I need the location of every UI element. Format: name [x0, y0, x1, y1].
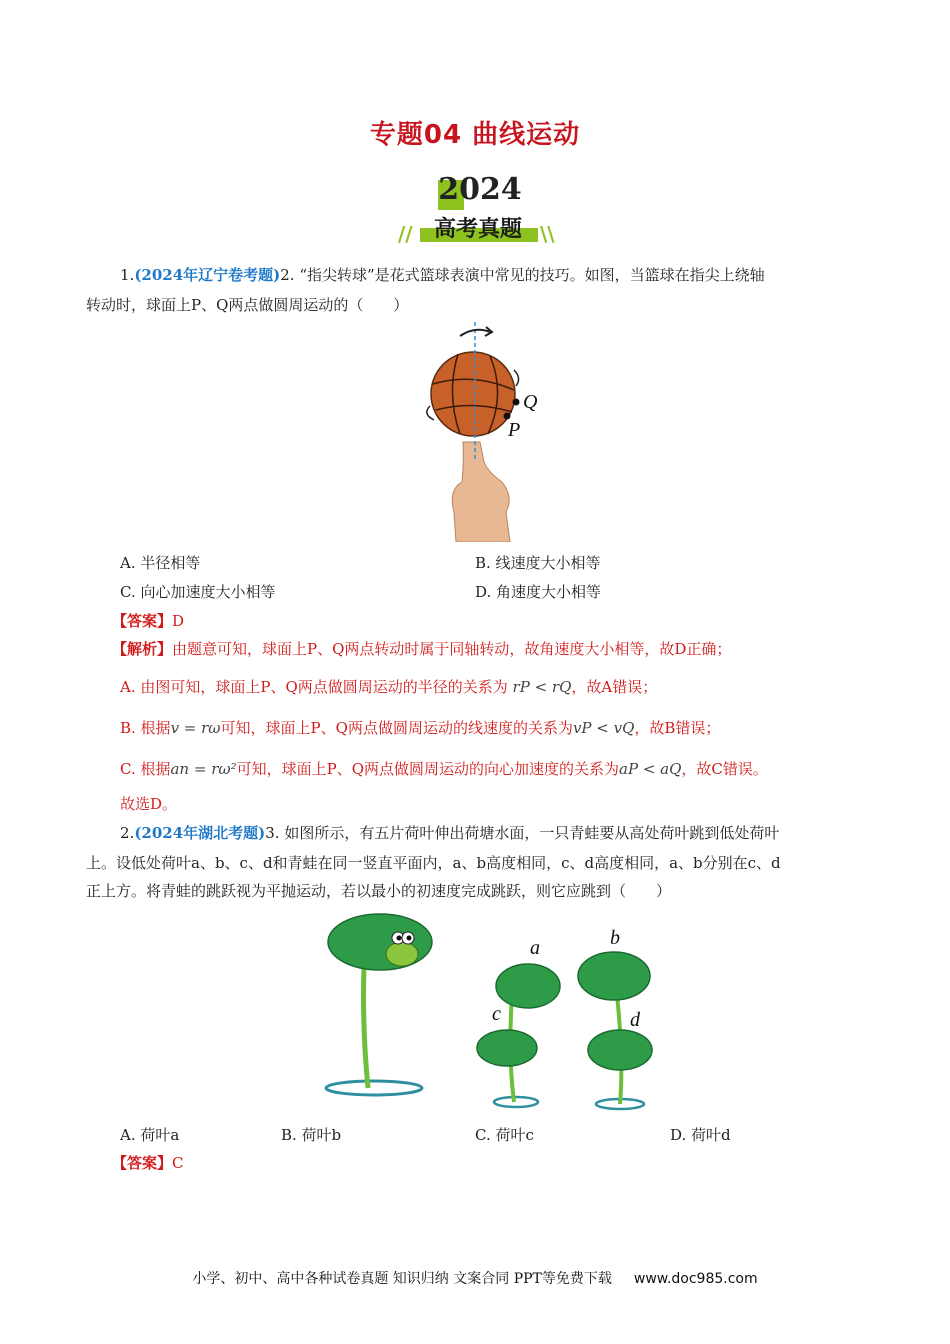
- q2-answer: [112, 1152, 184, 1173]
- label-a: a: [530, 937, 540, 959]
- basketball-figure: [418, 322, 548, 542]
- q1-analysis-b-text2: 可知，球面上P、Q两点做圆周运动的线速度的关系为: [220, 719, 573, 737]
- label-d: d: [630, 1009, 640, 1031]
- page-title: 专题04 曲线运动: [369, 120, 581, 150]
- q1-analysis-text: 由题意可知，球面上P、Q两点转动时属于同轴转动，故角速度大小相等，故D正确；: [172, 640, 732, 658]
- q1-option-c: C. 向心加速度大小相等: [120, 583, 276, 601]
- leaf-a: [496, 964, 560, 1008]
- q2-line3: 正上方。将青蛙的跳跃视为平抛运动，若以最小的初速度完成跳跃，则它应跳到（ ）: [86, 882, 672, 900]
- q1-analysis-c-text1: C. 根据: [120, 760, 171, 778]
- q1-analysis-b: [120, 717, 900, 738]
- q2-option-a: A. 荷叶a: [120, 1126, 180, 1144]
- q2-number: 2.: [120, 824, 135, 842]
- ripple-1: [326, 1081, 422, 1095]
- point-q: [513, 399, 520, 406]
- ball-shape: [431, 352, 515, 436]
- frog-icon: [386, 942, 418, 966]
- q2-option-d: D. 荷叶d: [670, 1126, 731, 1144]
- q1-option-a: A. 半径相等: [120, 554, 201, 572]
- q2-answer-label: 【答案】: [112, 1154, 173, 1172]
- badge-subtitle: 高考真题: [433, 217, 522, 242]
- q1-formula-c2: aP < aQ: [619, 760, 682, 778]
- q1-analysis-a: [120, 676, 900, 697]
- badge-slash-right-icon: \\: [540, 222, 555, 246]
- label-q: Q: [523, 391, 538, 413]
- footer-text: 小学、初中、高中各种试卷真题 知识归纳 文案合同 PPT等免费下载: [192, 1271, 612, 1287]
- leaf-high: [328, 914, 432, 970]
- q1-formula-c1: an = rω²: [170, 760, 237, 778]
- footer-url[interactable]: www.doc985.com: [633, 1271, 758, 1287]
- q1-conclusion: 故选D。: [120, 795, 178, 813]
- q1-analysis-c-text2: 可知，球面上P、Q两点做圆周运动的向心加速度的关系为: [236, 760, 620, 778]
- q2-line1: [120, 818, 880, 849]
- q2-option-c: C. 荷叶c: [475, 1126, 534, 1144]
- q1-analysis-c-end: ，故C错误。: [681, 760, 768, 778]
- q1-analysis: [112, 638, 902, 659]
- q2-line2: 上。设低处荷叶a、b、c、d和青蛙在同一竖直平面内，a、b高度相同，c、d高度相同，a、b分别在c、d: [86, 854, 781, 872]
- q1-formula-b2: vP < vQ: [572, 719, 635, 737]
- q1-formula-b1: v = rω: [170, 719, 221, 737]
- q1-analysis-a-text: A. 由图可知，球面上P、Q两点做圆周运动的半径的关系为: [120, 678, 508, 696]
- label-c: c: [492, 1003, 501, 1025]
- q1-answer-label: 【答案】: [112, 612, 173, 630]
- footer: [0, 1268, 950, 1288]
- q1-analysis-b-text1: B. 根据: [120, 719, 171, 737]
- q1-source: (2024年辽宁卷考题): [134, 266, 281, 284]
- leaf-d: [588, 1030, 652, 1070]
- q1-analysis-label: 【解析】: [112, 640, 173, 658]
- q2-option-b: B. 荷叶b: [281, 1126, 342, 1144]
- q1-number: 1.: [120, 266, 135, 284]
- badge-year: 2024: [438, 172, 522, 207]
- q2-source: (2024年湖北考题): [134, 824, 266, 842]
- q2-answer-value: C: [172, 1154, 184, 1172]
- q1-answer: [112, 610, 184, 631]
- leaf-c: [477, 1030, 537, 1066]
- q2-stem-1: 3. 如图所示，有五片荷叶伸出荷塘水面，一只青蛙要从高处荷叶跳到低处荷叶: [265, 824, 780, 842]
- q1-option-d: D. 角速度大小相等: [475, 583, 602, 601]
- q1-analysis-c: [120, 758, 920, 779]
- q1-line1: [120, 260, 880, 291]
- leaf-b: [578, 952, 650, 1000]
- q1-line2: 转动时，球面上P、Q两点做圆周运动的（ ）: [86, 296, 409, 314]
- label-p: P: [508, 419, 521, 441]
- q1-answer-value: D: [172, 612, 185, 630]
- q1-analysis-b-end: ，故B错误；: [634, 719, 721, 737]
- q1-analysis-a-end: ，故A错误；: [571, 678, 658, 696]
- lotus-figure: [312, 906, 662, 1116]
- label-b: b: [610, 927, 620, 949]
- q1-formula-a: rP < rQ: [512, 678, 572, 696]
- badge-slash-left-icon: //: [398, 222, 413, 246]
- q1-stem-1: 2. “指尖转球”是花式篮球表演中常见的技巧。如图，当篮球在指尖上绕轴: [280, 266, 765, 284]
- q1-option-b: B. 线速度大小相等: [475, 554, 601, 572]
- finger-shape: [452, 442, 510, 542]
